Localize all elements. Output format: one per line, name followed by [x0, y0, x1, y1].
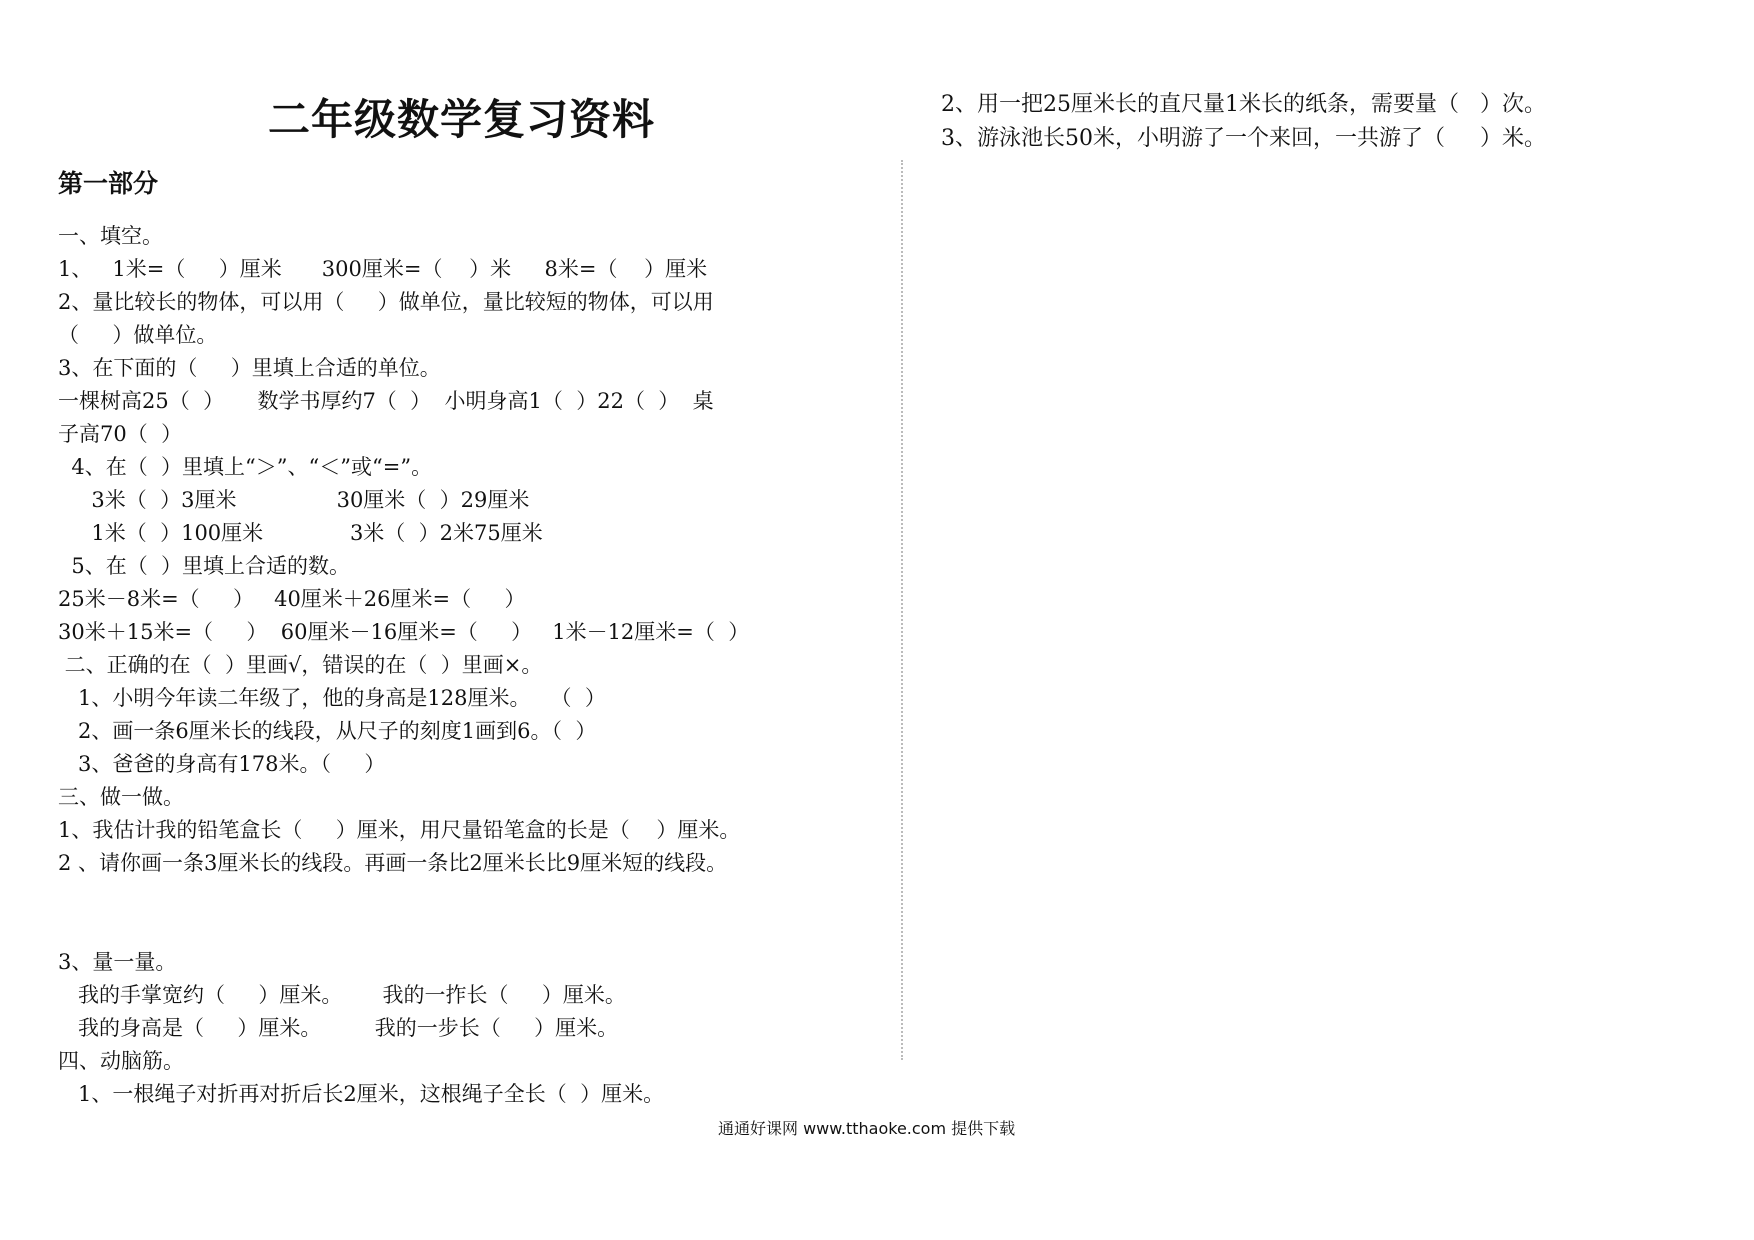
question-line: 2、画一条6厘米长的线段，从尺子的刻度1画到6。（ ）: [58, 719, 597, 743]
page-title: 二年级数学复习资料: [268, 95, 656, 144]
question-line: 1、一根绳子对折再对折后长2厘米，这根绳子全长（ ）厘米。: [58, 1082, 665, 1106]
question-line: 3、量一量。: [58, 950, 177, 974]
question-line: 1、我估计我的铅笔盒长（ ）厘米，用尺量铅笔盒的长是（ ）厘米。: [58, 818, 741, 842]
question-line: 3、游泳池长50米，小明游了一个来回，一共游了（ ）米。: [941, 126, 1546, 151]
footer-credit: 通通好课网 www.tthaoke.com 提供下载: [718, 1119, 1016, 1138]
question-line: 30米＋15米=（ ） 60厘米－16厘米=（ ） 1米－12厘米=（ ）: [58, 620, 750, 644]
question-line: 5、在（ ）里填上合适的数。: [58, 554, 351, 578]
question-line: 三、做一做。: [58, 785, 184, 809]
question-line: 3、爸爸的身高有178米。（ ）: [58, 752, 386, 776]
question-line: 2、量比较长的物体，可以用（ ）做单位，量比较短的物体，可以用: [58, 290, 714, 314]
question-line: 4、在（ ）里填上“＞”、“＜”或“=”。: [58, 455, 433, 479]
question-line: 子高70（ ）: [58, 422, 183, 446]
question-line: 1、小明今年读二年级了，他的身高是128厘米。 （ ）: [58, 686, 606, 710]
question-line: 25米－8米=（ ） 40厘米＋26厘米=（ ）: [58, 587, 526, 611]
question-line: 1米（ ）100厘米 3米（ ）2米75厘米: [58, 521, 543, 545]
question-line: 一棵树高25（ ） 数学书厚约7（ ） 小明身高1（ ）22（ ） 桌: [58, 389, 714, 413]
question-line: 1、 1米=（ ）厘米 300厘米=（ ）米 8米=（ ）厘米: [58, 257, 708, 281]
question-line: 2 、请你画一条3厘米长的线段。再画一条比2厘米长比9厘米短的线段。: [58, 851, 728, 875]
question-line: 一、填空。: [58, 224, 163, 248]
question-line: （ ）做单位。: [58, 323, 218, 347]
question-line: 二、正确的在（ ）里画√，错误的在（ ）里画×。: [58, 653, 543, 677]
question-line: 3、在下面的（ ）里填上合适的单位。: [58, 356, 441, 380]
section-heading: 第一部分: [58, 169, 159, 198]
question-line: 2、用一把25厘米长的直尺量1米长的纸条，需要量（ ）次。: [941, 92, 1546, 117]
question-line: 四、动脑筋。: [58, 1049, 184, 1073]
question-line: 3米（ ）3厘米 30厘米（ ）29厘米: [58, 488, 530, 512]
column-divider: [901, 160, 903, 1060]
question-line: 我的手掌宽约（ ）厘米。 我的一拃长（ ）厘米。: [58, 983, 626, 1007]
question-line: 我的身高是（ ）厘米。 我的一步长（ ）厘米。: [58, 1016, 619, 1040]
